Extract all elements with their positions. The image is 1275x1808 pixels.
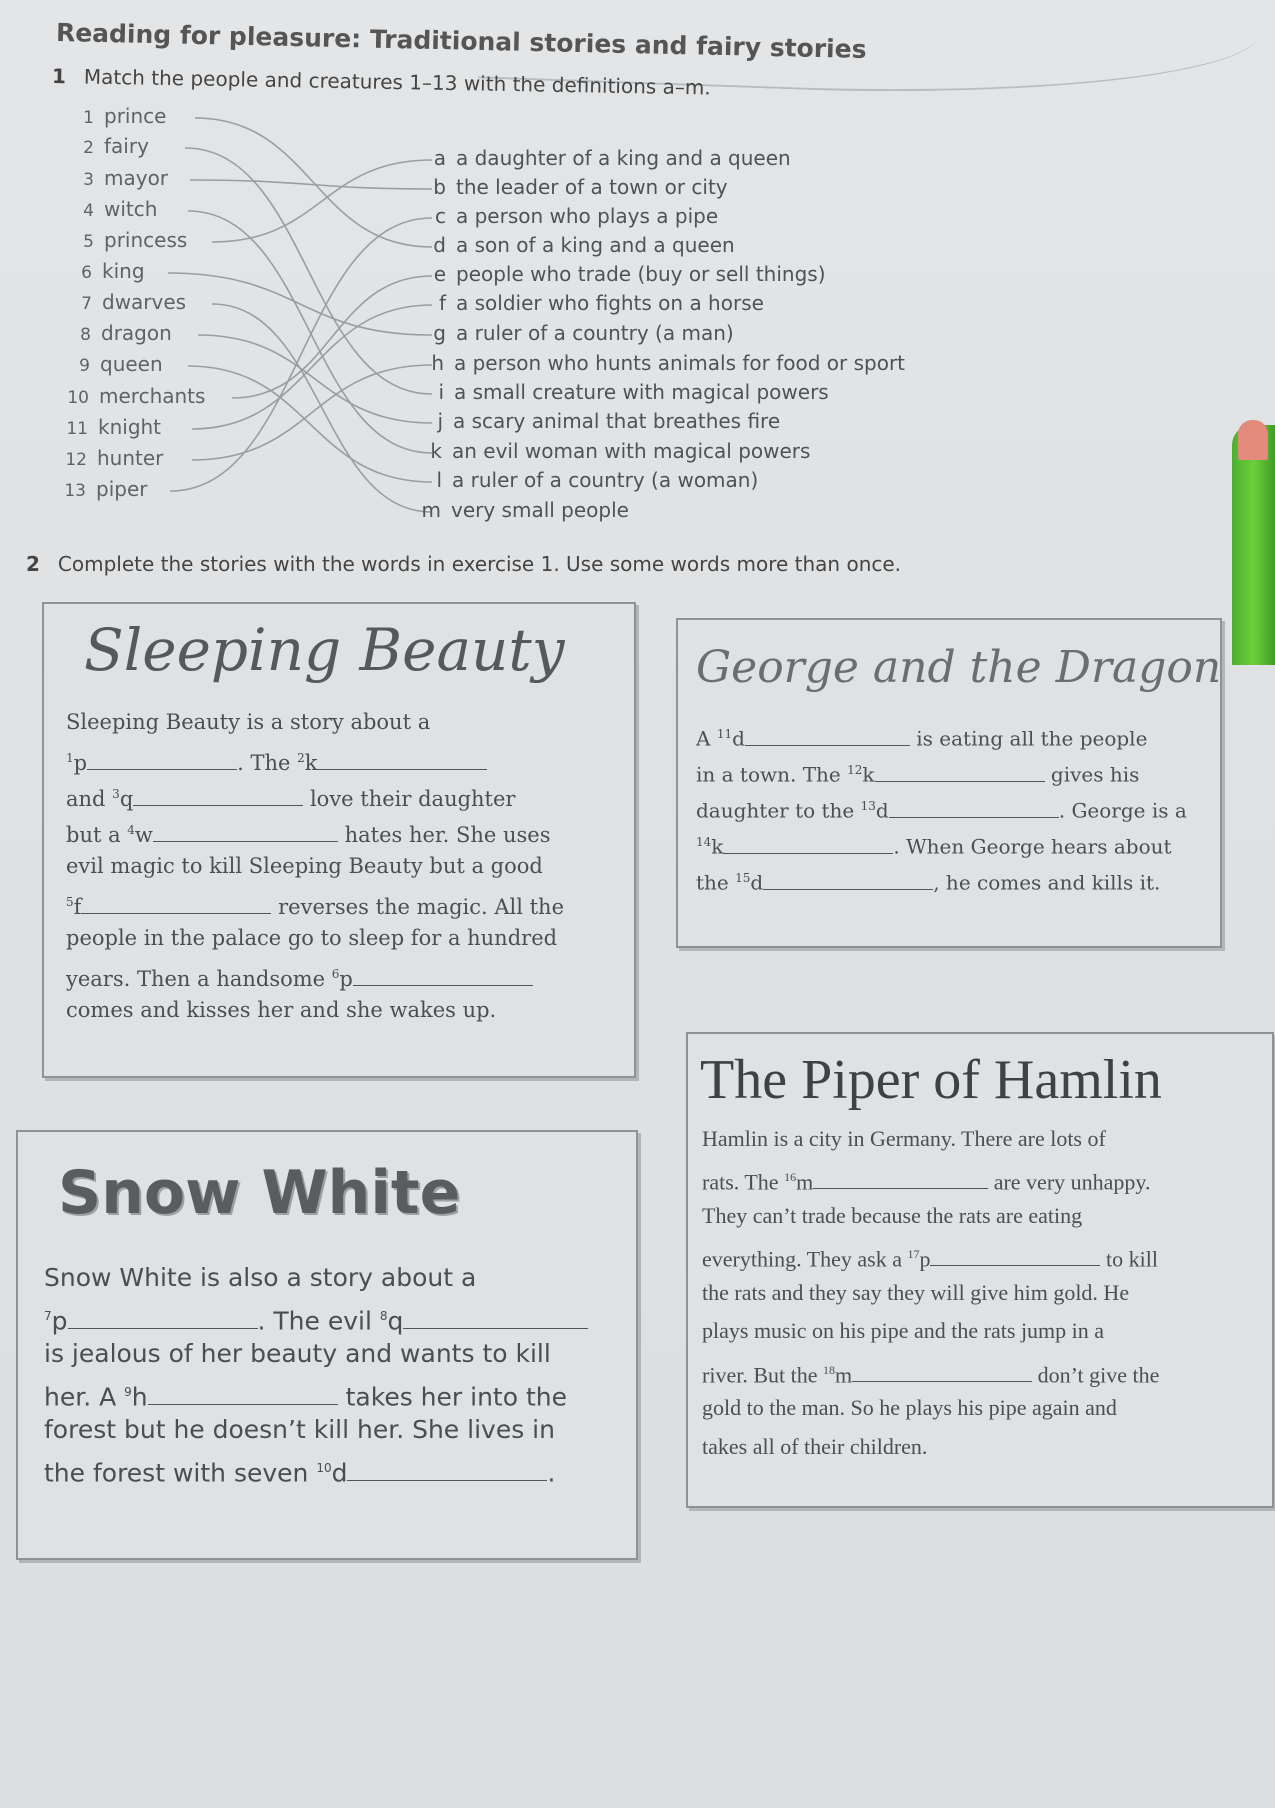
people-item: 2 fairy xyxy=(83,134,149,158)
people-item: 3 mayor xyxy=(83,166,169,190)
answer-blank-12[interactable] xyxy=(875,763,1045,782)
answer-blank-2[interactable] xyxy=(317,751,487,770)
people-item: 5 princess xyxy=(83,228,188,252)
definition-item: i a small creature with magical powers xyxy=(438,380,829,404)
definition-item: g a ruler of a country (a man) xyxy=(433,321,734,345)
answer-blank-5[interactable] xyxy=(81,895,271,914)
answer-blank-6[interactable] xyxy=(353,967,533,986)
answer-blank-13[interactable] xyxy=(889,799,1059,818)
sleeping-beauty-title: Sleeping Beauty xyxy=(84,616,565,684)
answer-blank-4[interactable] xyxy=(153,823,338,842)
match-line xyxy=(190,180,432,189)
definition-item: f a soldier who fights on a horse xyxy=(438,291,764,315)
definition-item: e people who trade (buy or sell things) xyxy=(433,262,826,286)
answer-blank-17[interactable] xyxy=(930,1247,1100,1266)
match-line xyxy=(212,304,432,512)
people-item: 8 dragon xyxy=(80,321,172,345)
people-item: 7 dwarves xyxy=(81,290,187,314)
snow-white-box: Snow White Snow White is also a story about a $^7$p . The evil $^8$q is jealous of her beauty and wants to kill her. A $^9$h takes her into the forest but he doesn’t kill her. She lives in the forest with seven $^{10}$d . xyxy=(16,1130,638,1560)
exercise2-instruction: Complete the stories with the words in exercise 1. Use some words more than once. xyxy=(57,552,902,576)
match-line xyxy=(170,218,432,491)
sleeping-beauty-box: Sleeping Beauty Sleeping Beauty is a story about a $^1$p . The $^2$k and $^3$q love their daughter but a $^4$w hates her. She uses evil magic to kill Sleeping Beauty but a good $^5$f reverses the magic. All the people in the palace go to sleep for a hundred years. Then a handsome $^6$p comes and kisses her and she wakes up. xyxy=(42,602,636,1078)
piper-hamlin-title: The Piper of Hamlin xyxy=(700,1049,1162,1111)
people-item: 12 hunter xyxy=(65,446,164,470)
george-dragon-title: George and the Dragon xyxy=(696,642,1222,693)
people-item: 6 king xyxy=(81,259,145,283)
people-item: 4 witch xyxy=(83,197,158,221)
definition-item: j a scary animal that breathes fire xyxy=(437,409,781,433)
definition-item: d a son of a king and a queen xyxy=(433,233,735,257)
answer-blank-3[interactable] xyxy=(133,787,303,806)
page-heading: Reading for pleasure: Traditional stories and fairy stories xyxy=(55,18,867,64)
match-line xyxy=(192,305,432,429)
people-item: 13 piper xyxy=(64,477,148,501)
george-dragon-box: George and the Dragon A $^{11}$d is eating all the people in a town. The $^{12}$k gives his daughter to the $^{13}$d . George is a $^{14}$k . When George hears about the $^{15}$d , he comes and kills it. xyxy=(676,618,1222,948)
answer-blank-7[interactable] xyxy=(68,1310,258,1329)
exercise2-number: 2 xyxy=(26,552,40,576)
match-line xyxy=(168,273,432,335)
match-line xyxy=(192,365,432,460)
people-item: 11 knight xyxy=(66,415,162,439)
answer-blank-1[interactable] xyxy=(87,751,237,770)
definition-item: k an evil woman with magical powers xyxy=(430,439,811,463)
exercise1-instruction: Match the people and creatures 1–13 with the definitions a–m. xyxy=(83,64,711,100)
match-line xyxy=(195,118,432,247)
people-item: 10 merchants xyxy=(67,384,206,408)
piper-hamlin-box: The Piper of Hamlin Hamlin is a city in Germany. There are lots of rats. The $^{16}$m are very unhappy. They can’t trade because the rats are eating everything. They ask a $^{17}$p to kill the rats and they say they will give him gold. He plays music on his pipe and the rats jump in a river. But the $^{18}$m don’t give the gold to the man. So he plays his pipe again and takes all of their children. xyxy=(686,1032,1274,1508)
answer-blank-8[interactable] xyxy=(403,1310,588,1329)
answer-blank-11[interactable] xyxy=(745,727,910,746)
snow-white-title: Snow White xyxy=(58,1158,461,1228)
answer-blank-18[interactable] xyxy=(852,1363,1032,1382)
people-item: 1 prince xyxy=(83,104,167,128)
exercise1-number: 1 xyxy=(51,64,67,89)
definition-item: l a ruler of a country (a woman) xyxy=(436,468,759,492)
definition-item: h a person who hunts animals for food or sport xyxy=(431,351,906,375)
answer-blank-15[interactable] xyxy=(763,871,933,890)
exercise2-header xyxy=(26,552,901,576)
people-item: 9 queen xyxy=(79,352,163,376)
match-line xyxy=(188,366,432,482)
definition-item: c a person who plays a pipe xyxy=(435,204,719,228)
definition-item: m very small people xyxy=(421,498,629,522)
answer-blank-10[interactable] xyxy=(347,1462,547,1481)
match-line xyxy=(188,211,432,453)
answer-blank-16[interactable] xyxy=(813,1170,988,1189)
definition-item: a a daughter of a king and a queen xyxy=(433,146,791,170)
answer-blank-14[interactable] xyxy=(723,835,893,854)
definition-item: b the leader of a town or city xyxy=(433,175,728,199)
answer-blank-9[interactable] xyxy=(148,1386,338,1405)
